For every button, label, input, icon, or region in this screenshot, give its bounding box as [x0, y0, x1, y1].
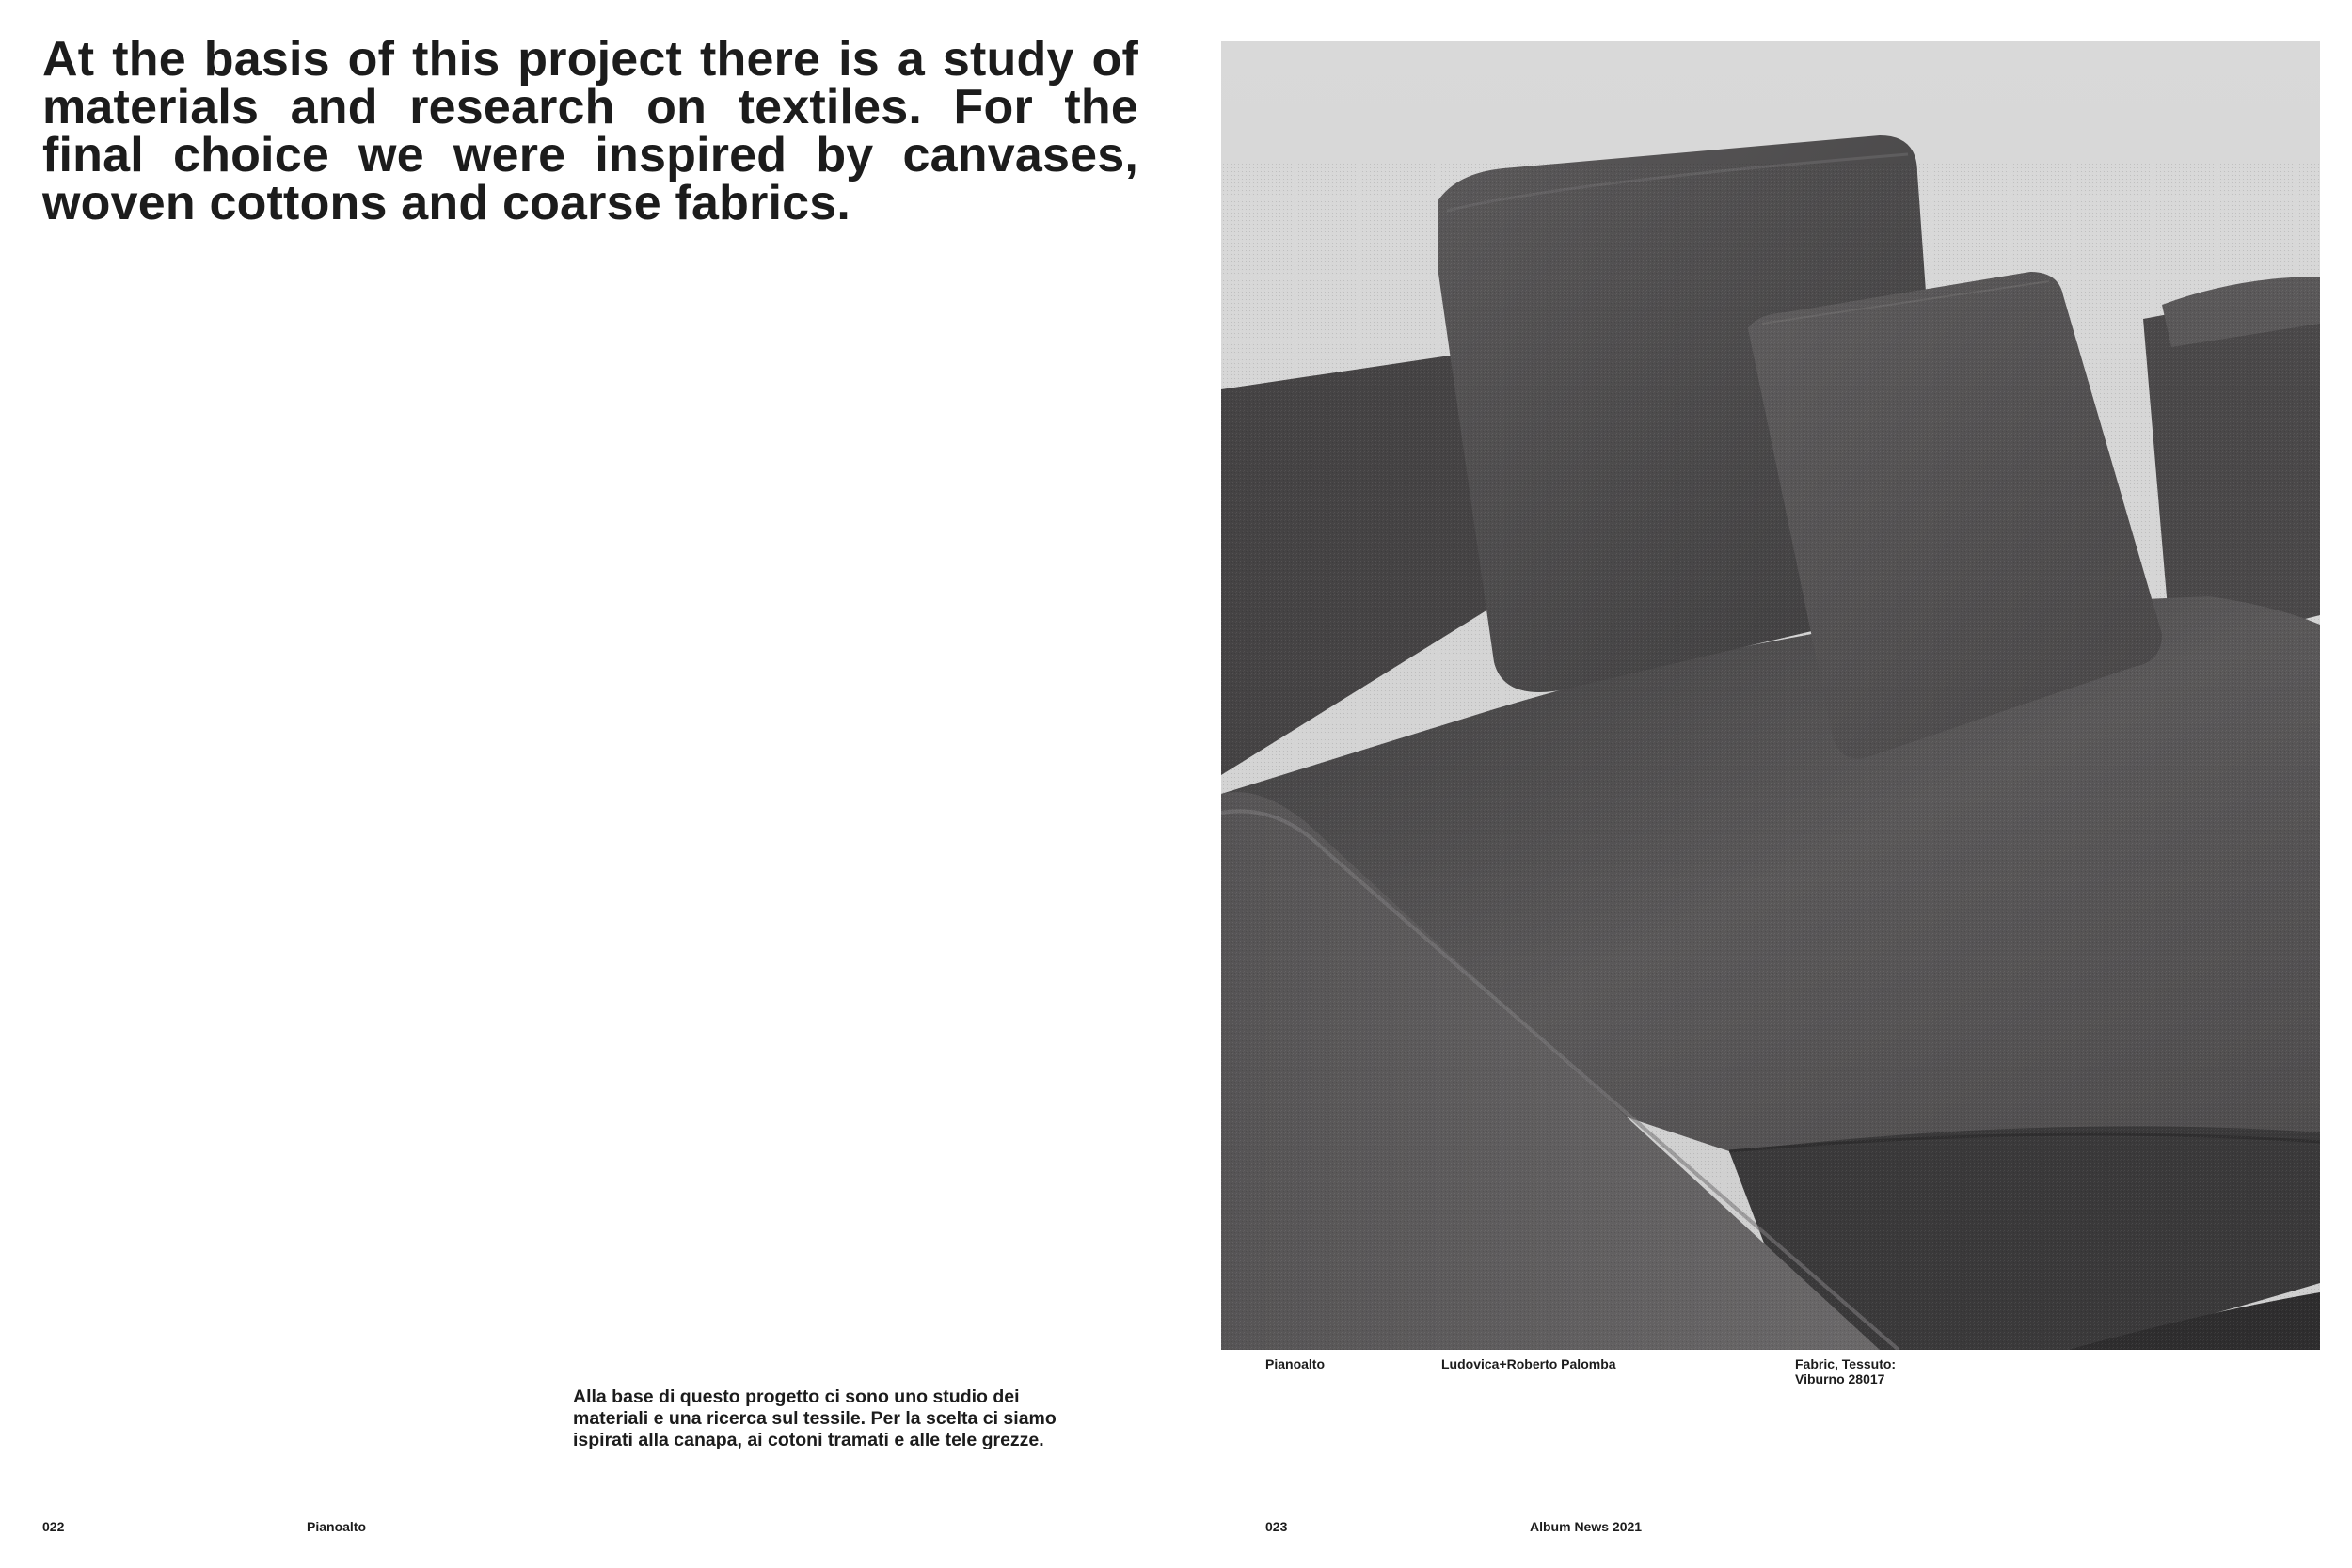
- caption-fabric-code: Viburno 28017: [1795, 1371, 1885, 1386]
- caption-designer: Ludovica+Roberto Palomba: [1441, 1356, 1616, 1371]
- sofa-photo: [1221, 41, 2320, 1350]
- running-title-left: Pianoalto: [307, 1519, 367, 1534]
- caption-product: Pianoalto: [1265, 1356, 1326, 1371]
- caption-fabric: [1795, 1356, 1896, 1386]
- page-number-left: 022: [42, 1519, 65, 1534]
- italian-body-text: Alla base di questo progetto ci sono uno studio dei materiali e una ricerca sul tessile. Per la scelta ci siamo ispirati alla canapa, ai cotoni tramati e alle tele grezze.: [573, 1386, 1057, 1450]
- page-number-right: 023: [1265, 1519, 1288, 1534]
- running-title-right: Album News 2021: [1530, 1519, 1643, 1534]
- headline-text: At the basis of this project there is a study of materials and research on textiles. For the final choice we were inspired by canvases, woven cottons and coarse fabrics.: [42, 32, 1138, 230]
- caption-fabric-label: Fabric, Tessuto:: [1795, 1356, 1897, 1371]
